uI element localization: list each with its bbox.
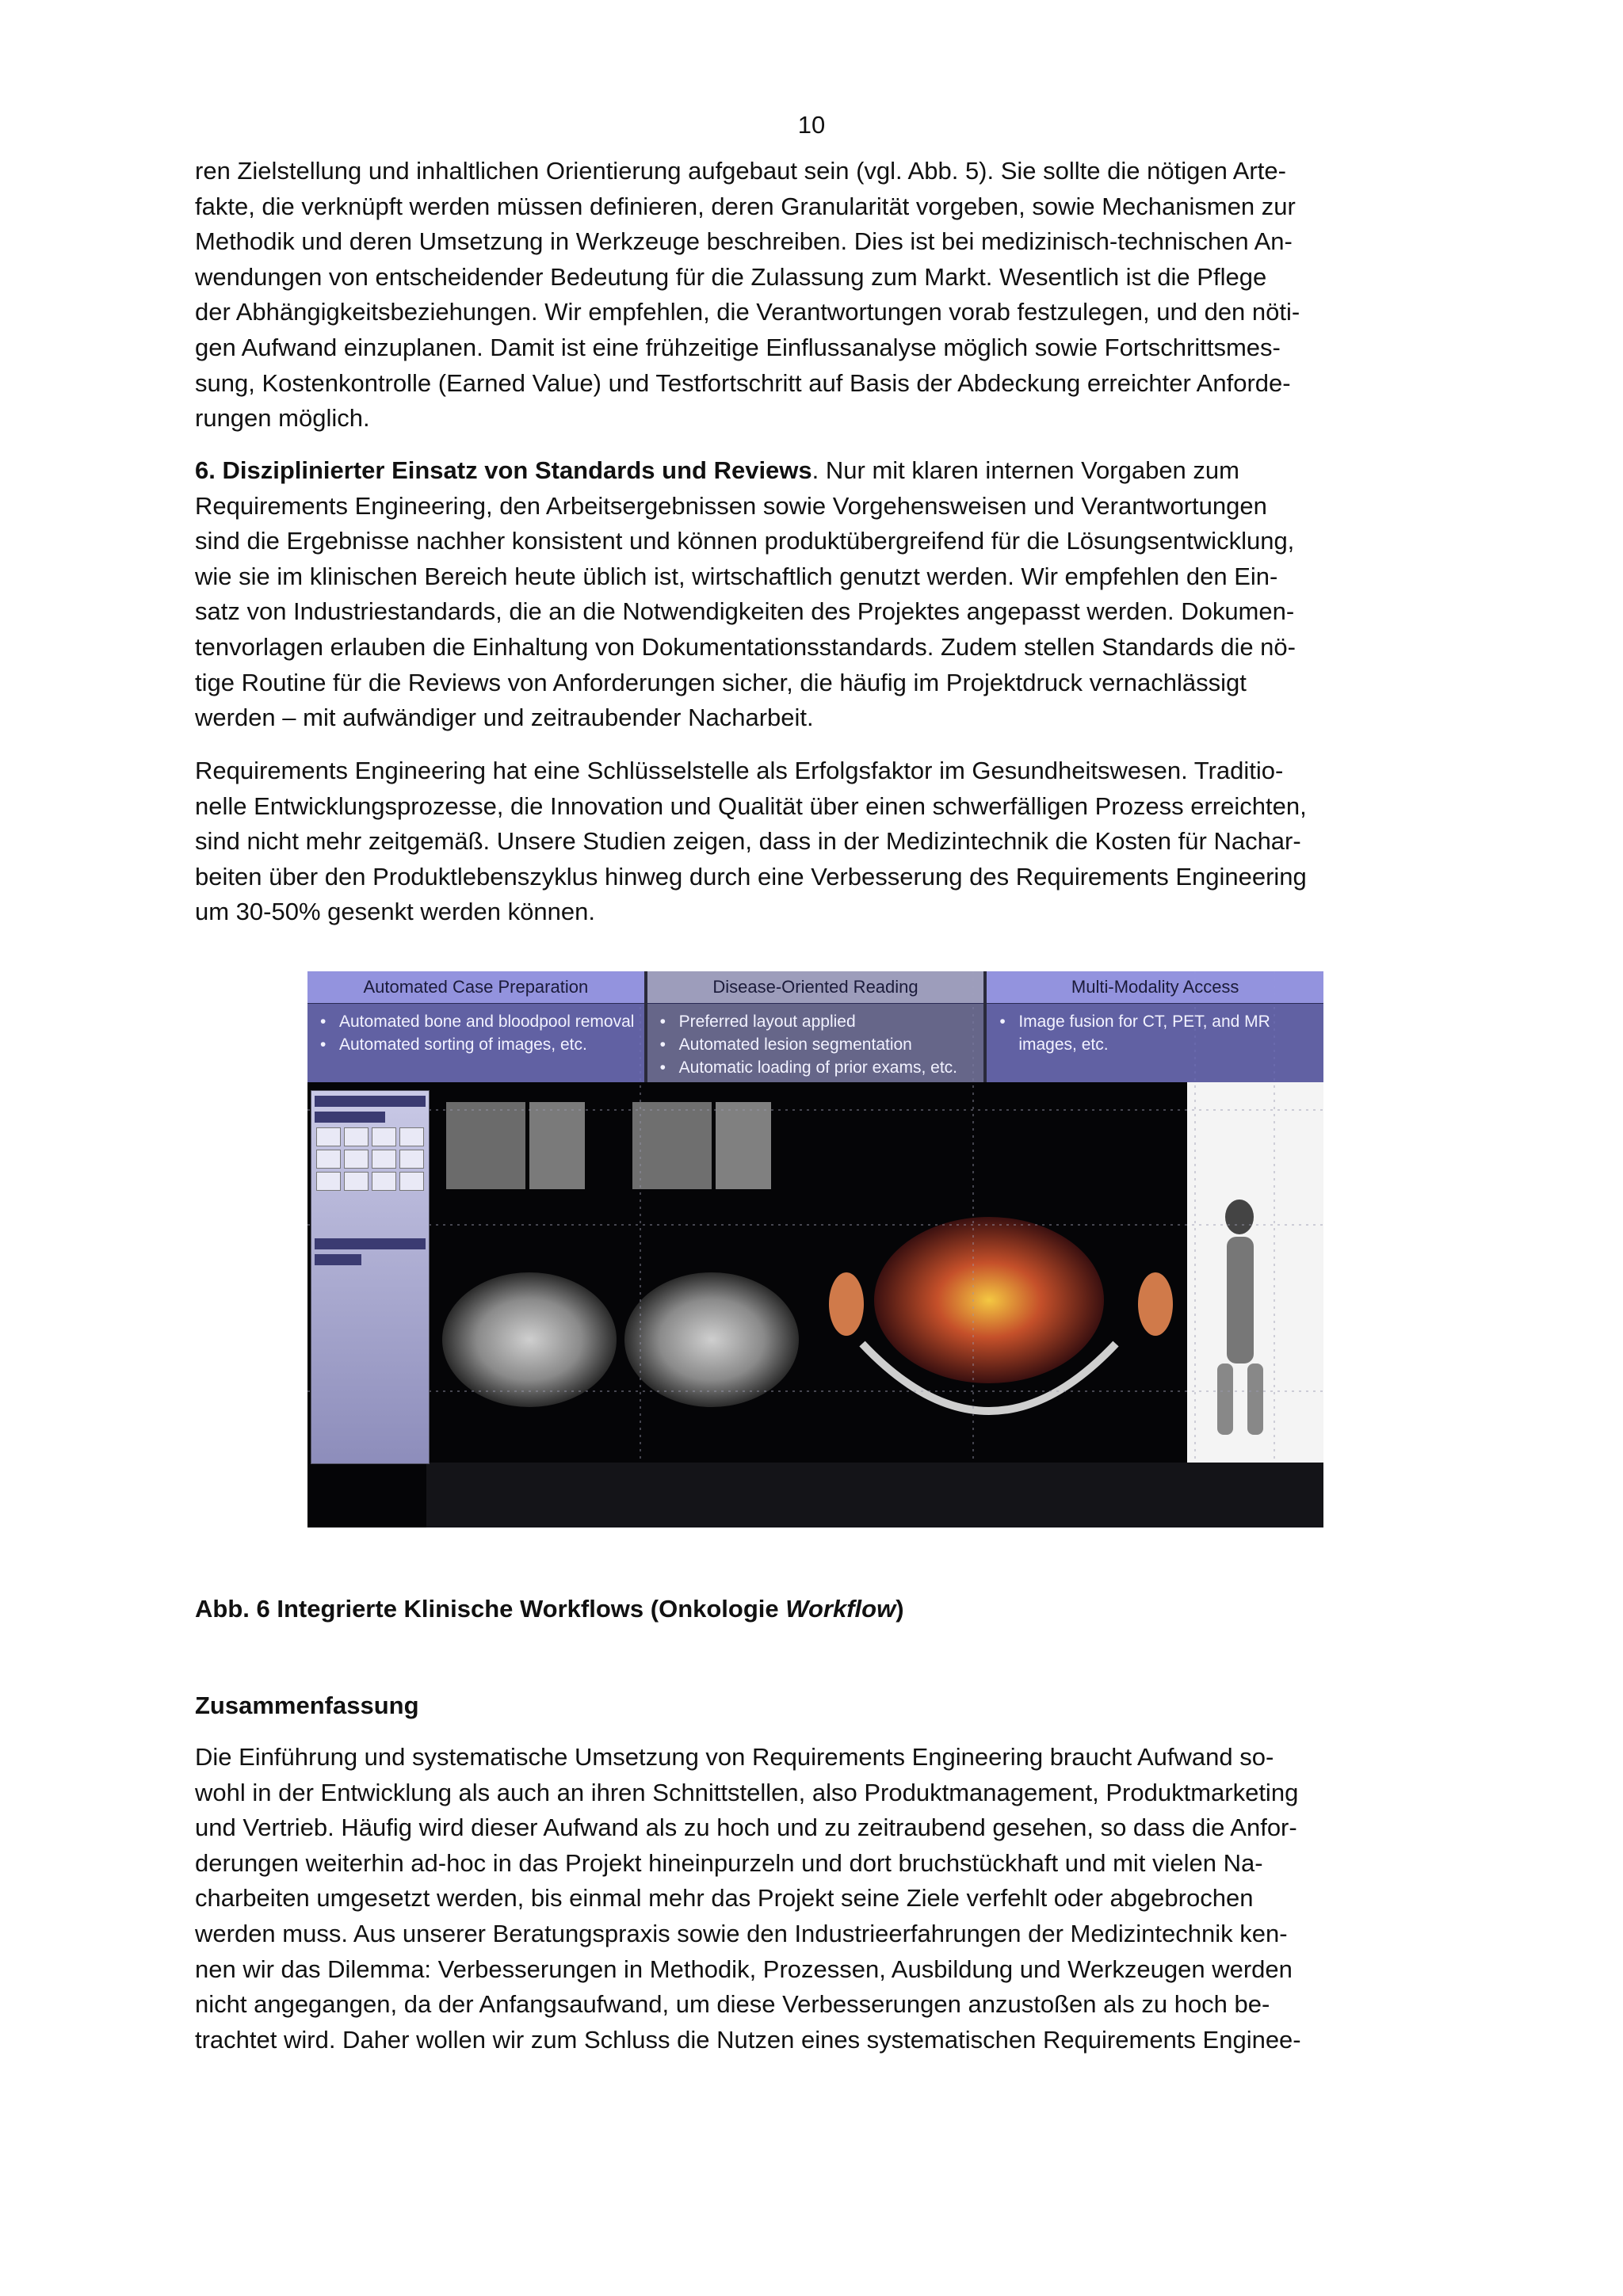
paragraph-3 (195, 753, 1447, 930)
section-heading-summary: Zusammenfassung (195, 1691, 419, 1719)
page-number: 10 (797, 111, 826, 139)
figure-column-title: Disease-Oriented Reading (647, 971, 984, 1004)
figure-bullet: • Automatic loading of prior exams, etc. (659, 1056, 976, 1079)
figure-bullet: • Automated bone and bloodpool removal (319, 1010, 636, 1033)
figure-column-disease-reading (647, 971, 987, 1082)
figure-bullet: • Preferred layout applied (659, 1010, 976, 1033)
paragraph-summary-text: Die Einführung und systematische Umsetzung von Requirements Engineering braucht Aufwand so- wohl in der Entwicklung als auch an ihren Schnittstellen, also Produktmanagement, Produktmarketing und Vertrieb. Häufig wird dieser Aufwand als zu hoch und zu zeitraubend gesehen, so dass die Anfor- derungen weiterhin ad-hoc in das Projekt hineinpurzeln und dort bruchstückhaft und mit vielen Na- charbeiten umgesetzt werden, bis einmal mehr das Projekt seine Ziele verfehlt oder abgebrochen werden muss. Aus unserer Beratungspraxis sowie den Industrieerfahrungen der Medizintechnik ken- nen wir das Dilemma: Verbesserungen in Methodik, Prozessen, Ausbildung und Werkzeugen werden nicht angegangen, da der Anfangsaufwand, um diese Verbesserungen anzustoßen als zu hoch be- trachtet wird. Daher wollen wir zum Schluss die Nutzen eines systematischen Requirements Enginee- (195, 1743, 1301, 2054)
figure-oncology-workflow (307, 971, 1323, 1527)
ct-slice-right (624, 1272, 799, 1407)
paragraph-summary (195, 1740, 1447, 2058)
paragraph-3-text: Requirements Engineering hat eine Schlüsselstelle als Erfolgsfaktor im Gesundheitswesen. Traditio- nelle Entwicklungsprozesse, die Innovation und Qualität über einen schwerfälligen Prozess erreichten, sind nicht mehr zeitgemäß. Unsere Studien zeigen, dass in der Medizintechnik die Kosten für Nachar- beiten über den Produktlebenszyklus hinweg durch eine Verbesserung des Requirements Engineering um 30-50% gesenkt werden können. (195, 757, 1307, 926)
figure-header (307, 971, 1323, 1082)
figure-bullet: • Image fusion for CT, PET, and MR images, etc. (998, 1010, 1316, 1056)
paragraph-2 (195, 453, 1447, 736)
paragraph-1-text: ren Zielstellung und inhaltlichen Orientierung aufgebaut sein (vgl. Abb. 5). Sie sollte die nötigen Arte- fakte, die verknüpft werden müssen definieren, deren Granularität vorgeben, sowie Mechanismen zur Methodik und deren Umsetzung in Werkzeuge beschreiben. Dies ist bei medizinisch-technischen An- wendungen von entscheidender Bedeutung für die Zulassung zum Markt. Wesentlich ist die Pflege der Abhängigkeitsbeziehungen. Wir empfehlen, die Verantwortungen vorab festzulegen, und den nöti- gen Aufwand einzuplanen. Damit ist eine frühzeitige Einflussanalyse möglich sowie Fortschrittsmes- sung, Kostenkontrolle (Earned Value) und Testfortschritt auf Basis der Abdeckung erreichter Anforde- rungen möglich. (195, 157, 1300, 433)
whole-body-mip (1187, 1082, 1323, 1470)
figure-bullet-list (647, 1010, 984, 1079)
figure-column-title: Automated Case Preparation (307, 971, 644, 1004)
figure-column-case-preparation (307, 971, 647, 1082)
figure-column-multimodality (987, 971, 1323, 1082)
oncology-reading-panel (311, 1090, 430, 1464)
paragraph-1 (195, 154, 1447, 437)
figure-bullet: • Automated sorting of images, etc. (319, 1033, 636, 1056)
figure-bullet-list (987, 1010, 1323, 1056)
ct-slice-left (442, 1272, 617, 1407)
figure-caption: Abb. 6 Integrierte Klinische Workflows (Onkologie Workflow) (195, 1595, 904, 1623)
paragraph-2-text: 6. Disziplinierter Einsatz von Standards und Reviews. Nur mit klaren internen Vorgaben zum Requirements Engineering, den Arbeitsergebnissen sowie Vorgehensweisen und Verantwortungen sind die Ergebnisse nachher konsistent und können produktübergreifend für die Lösungsentwicklung, wie sie im klinischen Bereich heute üblich ist, wirtschaftlich genutzt werden. Wir empfehlen den Ein- satz von Industriestandards, die an die Notwendigkeiten des Projektes angepasst werden. Dokumen- tenvorlagen erlauben die Einhaltung von Dokumentationsstandards. Zudem stellen Standards die nö- tige Routine für die Reviews von Anforderungen sicher, die häufig im Projektdruck vernachlässigt werden – mit aufwändiger und zeitraubender Nacharbeit. (195, 456, 1296, 732)
paragraph-2-heading: 6. Disziplinierter Einsatz von Standards und Reviews (195, 456, 812, 484)
figure-column-title: Multi-Modality Access (987, 971, 1323, 1004)
pet-fusion-slice (874, 1217, 1104, 1383)
figure-bullet: • Automated lesion segmentation (659, 1033, 976, 1056)
figure-bullet-list (307, 1010, 644, 1056)
